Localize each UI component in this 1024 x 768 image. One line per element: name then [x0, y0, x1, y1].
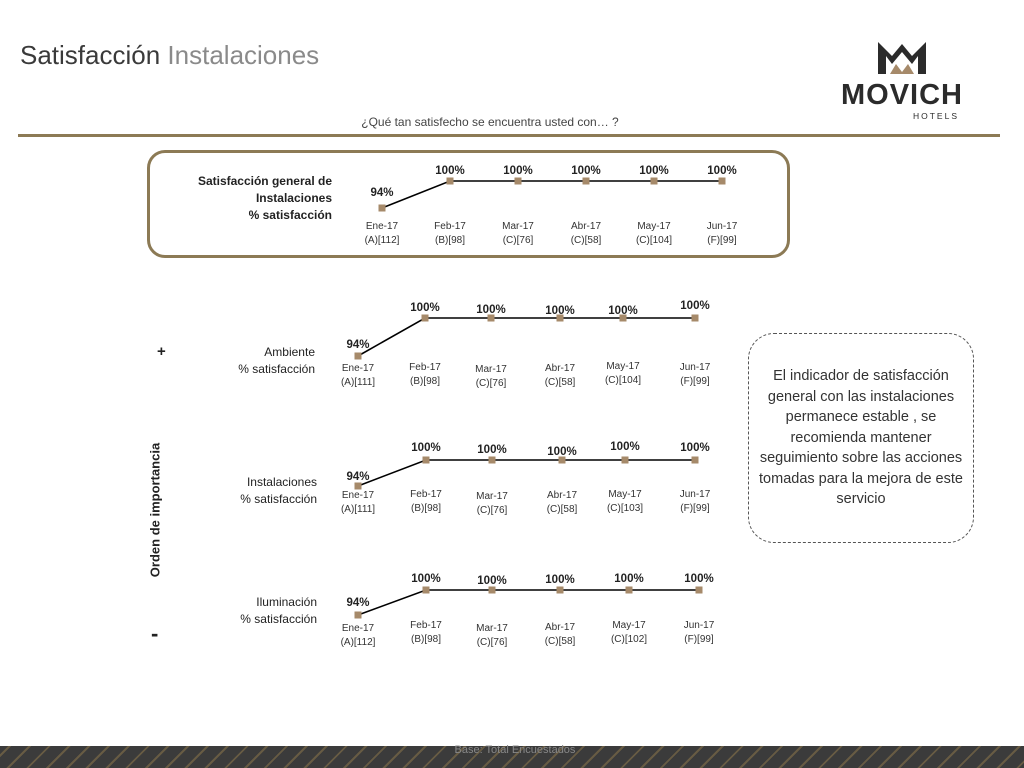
- data-label-iluminacion: 100%: [684, 573, 714, 585]
- row-label-line: Satisfacción general de: [197, 174, 332, 188]
- brand-name: MOVICH: [841, 79, 963, 111]
- base-label-instalaciones: (B)[98]: [410, 503, 442, 514]
- data-label-ambiente: 100%: [410, 302, 440, 314]
- data-label-general: 100%: [707, 165, 737, 177]
- data-label-instalaciones: 100%: [477, 444, 507, 456]
- base-label-ambiente: (A)[111]: [340, 377, 376, 388]
- row-label-line: % satisfacción: [240, 612, 317, 626]
- base-label-general: (B)[98]: [434, 235, 466, 246]
- importance-minus-sign: -: [151, 621, 159, 646]
- data-point-general: [379, 205, 386, 212]
- data-point-instalaciones: [423, 457, 430, 464]
- data-label-iluminacion: 100%: [477, 575, 507, 587]
- series-line-instalaciones: [358, 460, 695, 486]
- row-label-line: % satisfacción: [240, 492, 317, 506]
- base-label-ambiente: (C)[58]: [544, 377, 576, 388]
- base-label-ambiente: (C)[104]: [604, 375, 642, 386]
- base-label-ambiente: (C)[76]: [475, 378, 507, 389]
- page-title-main: Satisfacción: [20, 40, 161, 70]
- tick-label-iluminacion: Ene-17: [341, 623, 375, 634]
- data-label-general: 94%: [370, 187, 394, 199]
- data-label-iluminacion: 100%: [545, 574, 575, 586]
- base-label-iluminacion: (C)[58]: [544, 636, 576, 647]
- data-point-ambiente: [422, 315, 429, 322]
- tick-label-iluminacion: Abr-17: [544, 622, 576, 633]
- data-label-general: 100%: [639, 165, 669, 177]
- tick-label-iluminacion: Feb-17: [410, 620, 442, 631]
- tick-label-general: Ene-17: [365, 221, 399, 232]
- tick-label-ambiente: Jun-17: [679, 362, 711, 373]
- data-point-instalaciones: [622, 457, 629, 464]
- base-label-general: (F)[99]: [707, 235, 737, 246]
- data-point-iluminacion: [626, 587, 633, 594]
- data-label-iluminacion: 100%: [411, 573, 441, 585]
- tick-label-ambiente: May-17: [606, 361, 640, 372]
- data-label-instalaciones: 100%: [610, 441, 640, 453]
- survey-question: ¿Qué tan satisfecho se encuentra usted con… ?: [361, 115, 619, 129]
- tick-label-instalaciones: Mar-17: [476, 491, 508, 502]
- base-label-iluminacion: (C)[76]: [476, 637, 508, 648]
- data-label-general: 100%: [435, 165, 465, 177]
- data-label-iluminacion: 94%: [346, 597, 370, 609]
- data-label-ambiente: 100%: [680, 300, 710, 312]
- base-label-iluminacion: (A)[112]: [340, 637, 376, 648]
- base-note: Base: Total Encuestados: [454, 744, 576, 756]
- tick-label-instalaciones: May-17: [608, 489, 642, 500]
- row-label-line: Iluminación: [256, 595, 317, 609]
- tick-label-general: Mar-17: [502, 221, 534, 232]
- base-label-iluminacion: (F)[99]: [684, 634, 714, 645]
- data-label-instalaciones: 94%: [346, 471, 370, 483]
- tick-label-instalaciones: Ene-17: [341, 490, 375, 501]
- data-label-instalaciones: 100%: [547, 446, 577, 458]
- base-label-general: (C)[58]: [570, 235, 602, 246]
- data-label-general: 100%: [503, 165, 533, 177]
- base-label-instalaciones: (C)[76]: [476, 505, 508, 516]
- tick-label-iluminacion: Jun-17: [683, 620, 715, 631]
- data-label-ambiente: 94%: [346, 339, 370, 351]
- page-title-rest: Instalaciones: [167, 40, 320, 70]
- base-label-instalaciones: (C)[58]: [546, 504, 578, 515]
- base-label-general: (C)[76]: [502, 235, 534, 246]
- tick-label-general: Abr-17: [570, 221, 602, 232]
- data-point-general: [447, 178, 454, 185]
- tick-label-ambiente: Mar-17: [475, 364, 507, 375]
- data-point-instalaciones: [489, 457, 496, 464]
- series-line-iluminacion: [358, 590, 699, 615]
- data-point-iluminacion: [557, 587, 564, 594]
- data-label-ambiente: 100%: [545, 305, 575, 317]
- row-label-line: Instalaciones: [246, 475, 317, 489]
- tick-label-general: May-17: [637, 221, 671, 232]
- tick-label-general: Feb-17: [434, 221, 466, 232]
- data-point-iluminacion: [355, 612, 362, 619]
- data-label-general: 100%: [571, 165, 601, 177]
- series-line-ambiente: [358, 318, 695, 356]
- data-label-instalaciones: 100%: [411, 442, 441, 454]
- base-label-iluminacion: (B)[98]: [410, 634, 442, 645]
- tick-label-ambiente: Abr-17: [544, 363, 576, 374]
- base-label-iluminacion: (C)[102]: [610, 634, 648, 645]
- base-label-instalaciones: (F)[99]: [680, 503, 710, 514]
- row-label-line: Instalaciones: [255, 191, 332, 205]
- insight-note-text: El indicador de satisfacción general con las instalaciones permanece estable , se recomienda mantener seguimiento sobre las acciones tomadas para la mejora de este servicio: [759, 368, 963, 508]
- tick-label-ambiente: Feb-17: [409, 362, 441, 373]
- data-point-ambiente: [692, 315, 699, 322]
- data-point-general: [651, 178, 658, 185]
- brand-sub: HOTELS: [912, 111, 960, 121]
- base-label-general: (A)[112]: [364, 235, 400, 246]
- importance-plus-sign: +: [157, 343, 166, 360]
- data-point-general: [515, 178, 522, 185]
- row-label-line: % satisfacción: [248, 208, 332, 222]
- data-point-ambiente: [355, 353, 362, 360]
- data-point-instalaciones: [692, 457, 699, 464]
- base-label-ambiente: (B)[98]: [409, 376, 441, 387]
- data-point-general: [583, 178, 590, 185]
- data-point-iluminacion: [696, 587, 703, 594]
- base-label-general: (C)[104]: [635, 235, 673, 246]
- series-line-general: [382, 181, 722, 208]
- data-label-ambiente: 100%: [476, 304, 506, 316]
- base-label-ambiente: (F)[99]: [680, 376, 710, 387]
- tick-label-general: Jun-17: [706, 221, 738, 232]
- insight-note: [748, 333, 974, 543]
- base-label-instalaciones: (A)[111]: [340, 504, 376, 515]
- tick-label-instalaciones: Feb-17: [410, 489, 442, 500]
- data-label-iluminacion: 100%: [614, 573, 644, 585]
- data-point-instalaciones: [355, 483, 362, 490]
- row-label-line: % satisfacción: [238, 362, 315, 376]
- base-label-instalaciones: (C)[103]: [606, 503, 644, 514]
- data-label-instalaciones: 100%: [680, 442, 710, 454]
- tick-label-iluminacion: Mar-17: [476, 623, 508, 634]
- tick-label-ambiente: Ene-17: [341, 363, 375, 374]
- data-point-iluminacion: [489, 587, 496, 594]
- tick-label-instalaciones: Jun-17: [679, 489, 711, 500]
- tick-label-instalaciones: Abr-17: [546, 490, 578, 501]
- data-point-iluminacion: [423, 587, 430, 594]
- data-label-ambiente: 100%: [608, 305, 638, 317]
- row-label-line: Ambiente: [264, 345, 315, 359]
- tick-label-iluminacion: May-17: [612, 620, 646, 631]
- importance-axis-label: Orden de importancia: [147, 442, 163, 578]
- data-point-general: [719, 178, 726, 185]
